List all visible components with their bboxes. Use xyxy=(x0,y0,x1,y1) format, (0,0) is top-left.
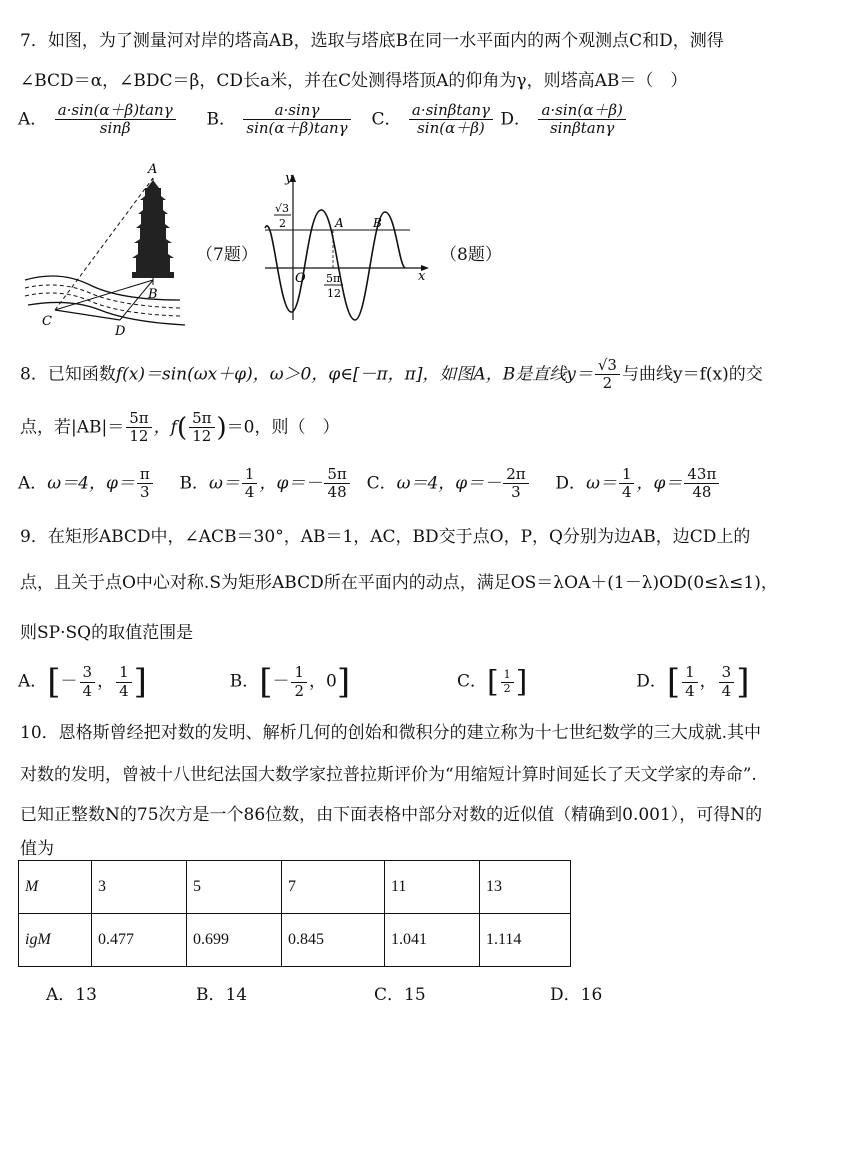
q8-line2-frac2-num: 5π xyxy=(189,410,214,428)
q8-line2: 点，若|AB|＝ $\frac{5\pi}{12}$ ，f( $\frac{5\pi}{12}$ )＝0，则（ ） xyxy=(20,409,340,446)
q8-option-a-den: 3 xyxy=(140,483,150,502)
q8-option-b-text2: ，φ＝－ xyxy=(259,473,323,494)
q7-options xyxy=(18,102,628,138)
q8-line1-a: 8．已知函数 xyxy=(20,364,116,385)
q7-option-c-label: C． xyxy=(371,109,402,130)
q8-line1 xyxy=(20,357,763,393)
q8-option-d-den1: 4 xyxy=(621,483,632,502)
q8-line2-fraction-2 xyxy=(189,410,214,446)
q9-option-b-num1: 1 xyxy=(291,664,307,682)
q9-option-d-fraction1 xyxy=(682,664,698,700)
table-cell: 5 xyxy=(187,861,282,914)
q8-option-d-num: 43π xyxy=(684,466,719,484)
q9-option-c-label: C． xyxy=(456,671,487,692)
q8-option-c-fraction xyxy=(503,466,528,502)
q9-option-d-sep: ， xyxy=(699,671,717,692)
q7-fig-label-b: B xyxy=(148,287,158,302)
q7-line2: ∠BCD＝α，∠BDC＝β，CD长a米，并在C处测得塔顶A的仰角为γ，则塔高AB＝（ ） xyxy=(20,71,688,91)
q8-option-b-den: 48 xyxy=(327,483,347,502)
q8-option-b-fraction1 xyxy=(242,466,258,502)
table-cell: igM xyxy=(19,914,92,967)
q7-figure-tower xyxy=(20,160,190,340)
q8-figure-sine-graph xyxy=(255,170,435,325)
q10-line3: 已知正整数N的75次方是一个86位数，由下面表格中部分对数的近似值（精确到0.001），可得N的 xyxy=(20,805,763,825)
q8-line1-y: y＝ xyxy=(566,364,593,385)
q9-option-b-label: B． xyxy=(229,671,260,692)
table-row xyxy=(19,914,571,967)
table-cell: 7 xyxy=(282,861,385,914)
q9-option-b-minus: － xyxy=(272,671,290,692)
q8-figure-caption: （8题） xyxy=(440,245,502,265)
q8-option-a-label: A． xyxy=(18,473,48,494)
q8-line1-f: f(x)＝sin(ωx＋φ)，ω＞0，φ∈[－π，π]，如图A，B是直线 xyxy=(115,364,567,385)
q8-fig-label-b: B xyxy=(373,216,382,230)
q9-option-a-minus: － xyxy=(60,671,78,692)
table-cell: M xyxy=(19,861,92,914)
q10-option-a: A．13 xyxy=(46,985,97,1005)
q8-fig-label-y: y xyxy=(285,171,293,186)
q8-option-b-den1: 4 xyxy=(244,483,255,502)
q9-line1: 9．在矩形ABCD中，∠ACB＝30°，AB＝1，AC，BD交于点O，P，Q分别为边AB，边CD上的 xyxy=(20,527,751,547)
q9-option-b-fraction1 xyxy=(291,664,307,700)
q8-fig-tick-den: 12 xyxy=(327,287,341,300)
q10-option-c: C．15 xyxy=(374,985,426,1005)
q8-line2-frac2-den: 12 xyxy=(192,427,212,446)
q9-option-d-fraction2 xyxy=(719,664,735,700)
q9-option-c-num: 1 xyxy=(501,669,514,683)
q7-option-c-num: a·sinβtanγ xyxy=(409,102,493,120)
table-row xyxy=(19,861,571,914)
q8-line2-fraction-1 xyxy=(126,410,151,446)
q7-option-b-den: sin(α＋β)tanγ xyxy=(246,119,348,138)
q8-fig-tick-num: 5π xyxy=(326,272,341,285)
q9-line3: 则SP·SQ的取值范围是 xyxy=(20,623,194,643)
q7-option-c-den: sin(α＋β) xyxy=(417,119,485,138)
q8-option-b-num: 5π xyxy=(324,466,349,484)
q7-option-d-label: D． xyxy=(500,109,532,130)
q8-fig-label-o: O xyxy=(295,271,306,286)
q7-fig-label-d: D xyxy=(115,324,126,339)
q9-line2: 点，且关于点O中心对称.S为矩形ABCD所在平面内的动点，满足OS＝λOA＋(1－λ)OD(0≤λ≤1)， xyxy=(20,573,778,593)
q8-line2-a: 点，若|AB|＝ xyxy=(20,417,125,438)
q9-option-c-fraction xyxy=(501,669,514,695)
q10-line4: 值为 xyxy=(20,839,54,859)
q8-option-c-label: C． xyxy=(366,473,397,494)
q8-options xyxy=(18,466,721,502)
table-cell: 1.114 xyxy=(480,914,571,967)
q7-option-a-label: A． xyxy=(18,109,48,130)
q8-option-c-num: 2π xyxy=(503,466,528,484)
table-cell: 1.041 xyxy=(385,914,480,967)
q8-line1-frac-num: √3 xyxy=(595,357,620,375)
q9-option-b-tail: 0 xyxy=(326,671,337,692)
q9-options: A．[－ $\frac{3}{4}$ ， $\frac{1}{4}$ ] B．[－ $\frac{1}{2}$ ，0] C．[ $\frac{1}{2}$ ] D．[ $\frac{1}{4}$ ， $\frac{3}{4}$ ] xyxy=(18,662,750,702)
q8-option-d-den: 48 xyxy=(692,483,712,502)
q7-option-c-fraction xyxy=(409,102,493,138)
q9-option-d-den1: 4 xyxy=(685,681,695,700)
q7-option-b-fraction xyxy=(243,102,350,138)
q10-log-table xyxy=(18,860,571,967)
q9-option-a-sep: ， xyxy=(97,671,115,692)
table-cell: 0.845 xyxy=(282,914,385,967)
q8-line2-frac1-num: 5π xyxy=(126,410,151,428)
q8-line1-frac-den: 2 xyxy=(602,374,613,393)
q9-option-c-den: 2 xyxy=(503,681,511,695)
q8-option-b-text1: ω＝ xyxy=(209,473,240,494)
q10-option-d: D．16 xyxy=(550,985,603,1005)
q9-option-a-den1: 4 xyxy=(82,681,93,700)
q8-option-d-fraction1 xyxy=(619,466,635,502)
q8-option-d-text1: ω＝ xyxy=(586,473,617,494)
q7-figure-caption: （7题） xyxy=(196,245,258,265)
q10-option-b: B．14 xyxy=(196,985,248,1005)
q9-option-a-fraction2 xyxy=(116,664,132,700)
table-cell: 13 xyxy=(480,861,571,914)
q8-line2-frac1-den: 12 xyxy=(129,427,149,446)
q9-option-d-num2: 3 xyxy=(719,664,735,682)
table-cell: 3 xyxy=(92,861,187,914)
q8-option-d-text2: ，φ＝ xyxy=(636,473,683,494)
q8-fig-label-a: A xyxy=(335,216,344,230)
q7-option-b-num: a·sinγ xyxy=(243,102,350,120)
q8-fig-sqrt3-den: 2 xyxy=(279,217,286,230)
q7-fig-label-a: A xyxy=(148,162,158,177)
q8-option-a-text: ω＝4，φ＝ xyxy=(47,473,135,494)
q8-line1-end: 与曲线y＝f(x)的交 xyxy=(621,364,763,385)
q7-option-d-fraction xyxy=(538,102,625,138)
q8-option-a-fraction xyxy=(137,466,153,502)
q7-option-a-num: a·sin(α＋β)tanγ xyxy=(55,102,176,120)
q8-line2-c: ＝0，则（ ） xyxy=(226,417,340,438)
q7-option-d-num: a·sin(α＋β) xyxy=(538,102,625,120)
q8-option-c-den: 3 xyxy=(511,483,521,502)
q9-option-b-sep: ， xyxy=(309,671,327,692)
table-cell: 0.699 xyxy=(187,914,282,967)
q8-option-b-fraction2 xyxy=(324,466,349,502)
q8-option-d-fraction2 xyxy=(684,466,719,502)
q9-option-a-den2: 4 xyxy=(119,681,129,700)
q8-option-b-label: B． xyxy=(179,473,210,494)
q7-option-b-label: B． xyxy=(206,109,236,130)
q8-option-b-num1: 1 xyxy=(242,466,258,484)
q8-line2-b: ，f xyxy=(153,417,177,438)
q9-option-a-fraction1 xyxy=(80,664,96,700)
q8-option-d-num1: 1 xyxy=(619,466,635,484)
q8-option-c-text: ω＝4，φ＝－ xyxy=(396,473,502,494)
q8-fig-sqrt3: √3 xyxy=(275,202,290,215)
q9-option-a-num2: 1 xyxy=(116,664,132,682)
q9-option-b-den1: 2 xyxy=(294,681,305,700)
q8-fig-label-x: x xyxy=(418,269,426,284)
q9-option-d-label: D． xyxy=(636,671,667,692)
q8-line1-fraction xyxy=(595,357,620,393)
q7-option-a-fraction xyxy=(55,102,176,138)
q9-option-d-num1: 1 xyxy=(682,664,698,682)
table-cell: 11 xyxy=(385,861,480,914)
q8-option-d-label: D． xyxy=(555,473,587,494)
q7-option-a-den: sinβ xyxy=(99,119,131,138)
q8-option-a-num: π xyxy=(137,466,153,484)
q9-option-a-label: A． xyxy=(18,671,48,692)
q10-line1: 10．恩格斯曾经把对数的发明、解析几何的创始和微积分的建立称为十七世纪数学的三大成就.其中 xyxy=(20,723,762,743)
q10-line2: 对数的发明，曾被十八世纪法国大数学家拉普拉斯评价为“用缩短计算时间延长了天文学家的寿命”. xyxy=(20,765,757,785)
table-cell: 0.477 xyxy=(92,914,187,967)
q9-option-a-num1: 3 xyxy=(80,664,96,682)
q7-line1: 7．如图，为了测量河对岸的塔高AB，选取与塔底B在同一水平面内的两个观测点C和D，测得 xyxy=(20,31,724,51)
q9-option-d-den2: 4 xyxy=(721,681,732,700)
q7-option-d-den: sinβtanγ xyxy=(549,119,615,138)
q7-fig-label-c: C xyxy=(42,314,52,329)
